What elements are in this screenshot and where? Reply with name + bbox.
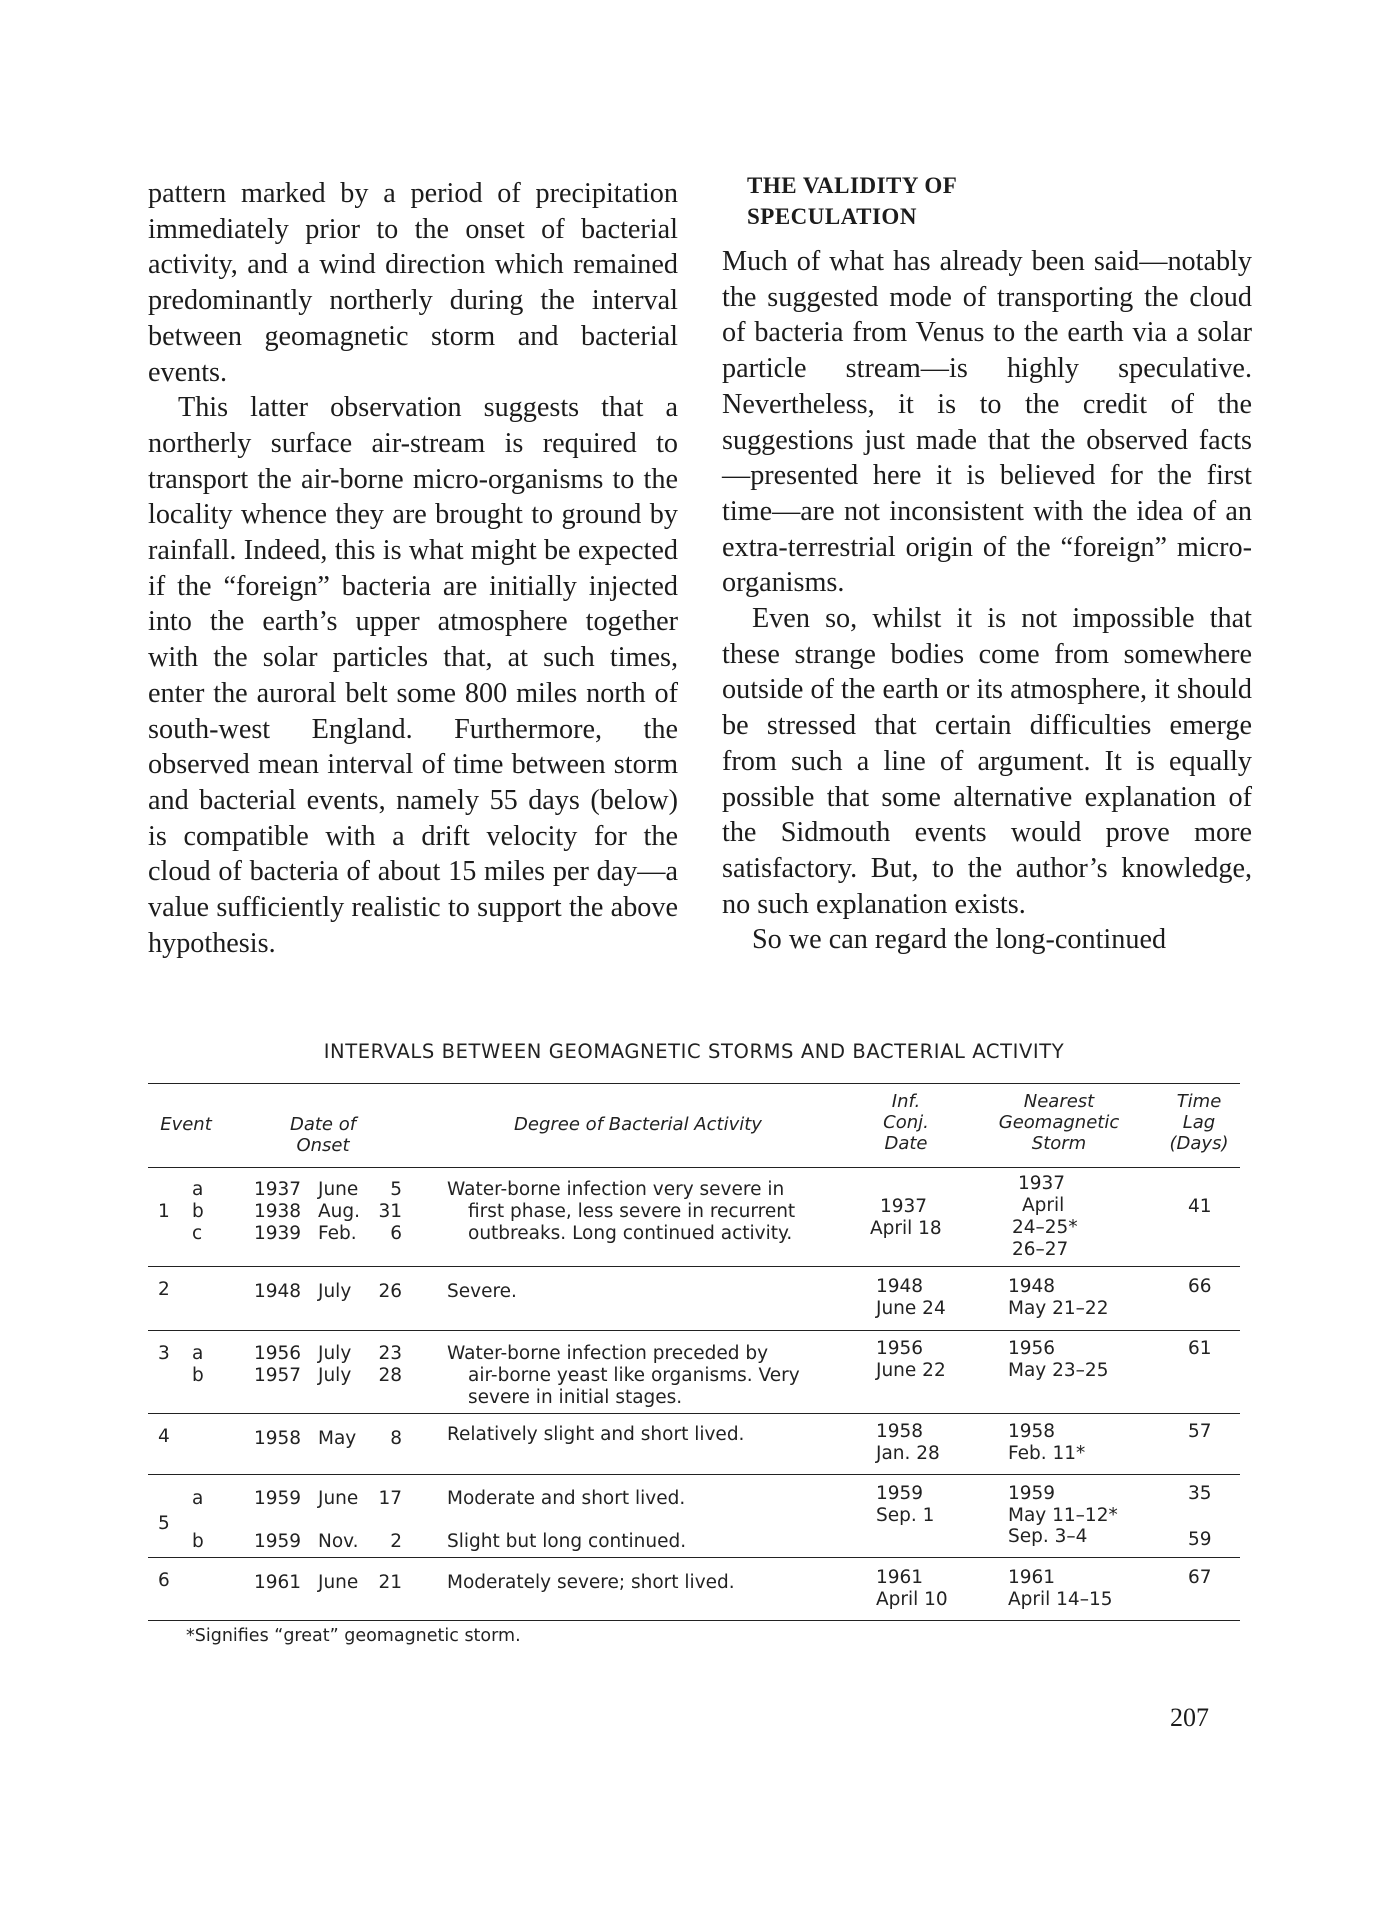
table-footnote: *Signifies “great” geomagnetic storm. [186,1626,521,1646]
row-1-storm-year: 1937 [1018,1173,1066,1194]
section-heading [747,170,1252,232]
header-degree: Degree of Bacterial Activity [514,1114,762,1135]
row-2-storm-date: May 21–22 [1008,1298,1109,1319]
page-number: 207 [1170,1703,1209,1732]
header-event: Event [160,1114,212,1135]
row-4-degree: Relatively slight and short lived. [447,1424,745,1445]
row-1-inf-year: 1937 [880,1196,928,1217]
row-6-storm-year: 1961 [1008,1567,1056,1588]
table-title: INTERVALS BETWEEN GEOMAGNETIC STORMS AND BACTERIAL ACTIVITY [323,1040,1065,1063]
row-6-inf-date: April 10 [876,1589,948,1610]
row-2-inf-year: 1948 [876,1276,924,1297]
row-6-day: 21 [378,1572,402,1593]
row-4-inf-date: Jan. 28 [876,1443,940,1464]
header-lag-line-3: (Days) [1169,1133,1229,1154]
row-5-bottom-rule [148,1557,1240,1558]
row-3-month-b: July [318,1365,352,1386]
row-1-storm-month: April [1022,1195,1065,1216]
row-1-sub-c: c [192,1223,203,1244]
row-2-event-number: 2 [158,1279,170,1300]
header-lag-line-2: Lag [1182,1112,1216,1133]
row-3-inf-date: June 22 [876,1360,946,1381]
row-2-bottom-rule [148,1330,1240,1331]
row-5-time-lag-b: 59 [1188,1529,1212,1550]
header-storm-line-2: Geomagnetic [998,1112,1120,1133]
row-5-month-a: June [318,1488,359,1509]
row-1-sub-a: a [192,1179,204,1200]
row-4-day: 8 [390,1428,402,1449]
row-1-bottom-rule [148,1266,1240,1267]
row-5-storm-date-a: May 11–12* [1008,1505,1118,1526]
header-inf-line-3: Date [884,1133,928,1154]
table-bottom-rule [148,1620,1240,1621]
section-heading-line-1: THE VALIDITY OF [747,173,958,198]
row-3-sub-b: b [192,1365,204,1386]
left-column [148,176,678,961]
header-inf-line-2: Conj. [883,1112,929,1133]
row-2-degree: Severe. [447,1281,517,1302]
row-1-time-lag: 41 [1188,1196,1212,1217]
row-1-inf-date: April 18 [870,1218,942,1239]
row-3-storm-date: May 23–25 [1008,1360,1109,1381]
row-1-event-number: 1 [158,1201,170,1222]
row-6-storm-date: April 14–15 [1008,1589,1113,1610]
row-5-storm-date-b: Sep. 3–4 [1008,1526,1088,1547]
row-1-year-a: 1937 [254,1179,302,1200]
row-2-year: 1948 [254,1281,302,1302]
row-6-year: 1961 [254,1572,302,1593]
row-1-degree-line-2: first phase, less severe in recurrent [468,1201,796,1222]
header-date-line-1: Date of [289,1114,357,1135]
row-1-month-a: June [318,1179,359,1200]
row-5-year-a: 1959 [254,1488,302,1509]
header-inf-line-1: Inf. [891,1091,921,1112]
row-2-day: 26 [378,1281,402,1302]
row-5-day-b: 2 [390,1531,402,1552]
header-date-onset [258,1114,388,1156]
row-1-month-b: Aug. [318,1201,361,1222]
row-4-storm-year: 1958 [1008,1421,1056,1442]
left-paragraph-1: pattern marked by a period of precipitation immediately prior to the onset of bacterial activity, and a wind direction which remained predominantly northerly during the interval between geomagnetic storm and bacterial events. [148,178,678,388]
row-5-degree-a: Moderate and short lived. [447,1488,686,1509]
row-3-degree-line-1: Water-borne infection preceded by [447,1343,769,1364]
header-bottom-rule [148,1167,1240,1168]
row-1-storm-days-a: 24–25* [1012,1217,1078,1238]
row-1-year-c: 1939 [254,1223,302,1244]
row-1-year-b: 1938 [254,1201,302,1222]
row-1-sub-b: b [192,1201,204,1222]
header-date-line-2: Onset [296,1135,350,1156]
row-6-time-lag: 67 [1188,1567,1212,1588]
row-4-storm-date: Feb. 11* [1008,1443,1086,1464]
header-storm-line-3: Storm [1031,1133,1087,1154]
row-5-event-number: 5 [158,1513,170,1534]
row-5-degree-b: Slight but long continued. [447,1531,687,1552]
header-storm-line-1: Nearest [1023,1091,1095,1112]
row-5-sub-b: b [192,1531,204,1552]
row-3-storm-year: 1956 [1008,1338,1056,1359]
row-3-sub-a: a [192,1343,204,1364]
row-1-degree-line-1: Water-borne infection very severe in [447,1179,785,1200]
row-3-inf-year: 1956 [876,1338,924,1359]
row-6-month: June [318,1572,359,1593]
row-4-event-number: 4 [158,1426,170,1447]
row-3-degree-line-3: severe in initial stages. [468,1387,683,1408]
left-paragraph-2: This latter observation suggests that a northerly surface air-stream is required to transport the air-borne micro-organisms to the locality whence they are brought to ground by rainfall. Indeed, this is what might be expected if the “foreign” bacteria are initially injected into the earth’s upper atmosphere together with the solar particles that, at such times, enter the auroral belt some 800 miles north of south-west England. Furthermore, the observed mean interval of time between storm and bacterial events, namely 55 days (below) is compatible with a drift velocity for the cloud of bacteria of about 15 miles per day—a value sufficiently realistic to support the above hypothesis. [148,392,678,959]
row-1-degree-line-3: outbreaks. Long continued activity. [468,1223,793,1244]
header-lag-line-1: Time [1176,1091,1222,1112]
row-3-day-b: 28 [378,1365,402,1386]
row-1-storm-days-b: 26–27 [1012,1239,1069,1260]
row-5-month-b: Nov. [318,1531,359,1552]
row-1-day-a: 5 [390,1179,402,1200]
header-inf-conj-date [866,1091,946,1154]
row-2-month: July [318,1281,352,1302]
row-3-bottom-rule [148,1413,1240,1414]
row-2-inf-date: June 24 [876,1298,946,1319]
row-5-inf-date: Sep. 1 [876,1505,935,1526]
header-time-lag [1164,1091,1234,1154]
row-5-time-lag-a: 35 [1188,1483,1212,1504]
row-4-inf-year: 1958 [876,1421,924,1442]
row-2-time-lag: 66 [1188,1276,1212,1297]
header-nearest-storm [984,1091,1134,1154]
row-4-bottom-rule [148,1474,1240,1475]
row-3-year-b: 1957 [254,1365,302,1386]
right-paragraph-3: So we can regard the long-continued [752,924,1167,956]
row-1-month-c: Feb. [318,1223,357,1244]
row-6-degree: Moderately severe; short lived. [447,1572,735,1593]
row-2-storm-year: 1948 [1008,1276,1056,1297]
section-heading-line-2: SPECULATION [747,204,917,229]
row-5-inf-year: 1959 [876,1483,924,1504]
row-5-sub-a: a [192,1488,204,1509]
row-4-time-lag: 57 [1188,1421,1212,1442]
row-3-month-a: July [318,1343,352,1364]
row-3-day-a: 23 [378,1343,402,1364]
row-3-degree-line-2: air-borne yeast like organisms. Very [468,1365,800,1386]
row-1-day-c: 6 [390,1223,402,1244]
right-paragraph-1: Much of what has already been said—notably the suggested mode of transporting the cloud of bacteria from Venus to the earth via a solar particle stream—is highly speculative. Nevertheless, it is to the credit of the suggestions just made that the observed facts—presented here it is believed for the first time—are not inconsistent with the idea of an extra-terrestrial origin of the “foreign” micro-organisms. [722,246,1252,599]
row-5-storm-year: 1959 [1008,1483,1056,1504]
row-6-event-number: 6 [158,1570,170,1591]
table-top-rule [148,1083,1240,1084]
row-6-inf-year: 1961 [876,1567,924,1588]
row-3-year-a: 1956 [254,1343,302,1364]
right-paragraph-2: Even so, whilst it is not impossible that these strange bodies come from somewhere outside of the earth or its atmosphere, it should be stressed that certain difficulties emerge from such a line of argument. It is equally possible that some alternative explanation of the Sidmouth events would prove more satisfactory. But, to the author’s knowledge, no such explanation exists. [722,603,1252,920]
row-3-event-number: 3 [158,1343,170,1364]
right-column [722,173,1252,958]
row-4-month: May [318,1428,357,1449]
row-1-day-b: 31 [378,1201,402,1222]
row-5-day-a: 17 [378,1488,402,1509]
row-3-time-lag: 61 [1188,1338,1212,1359]
row-5-year-b: 1959 [254,1531,302,1552]
row-4-year: 1958 [254,1428,302,1449]
